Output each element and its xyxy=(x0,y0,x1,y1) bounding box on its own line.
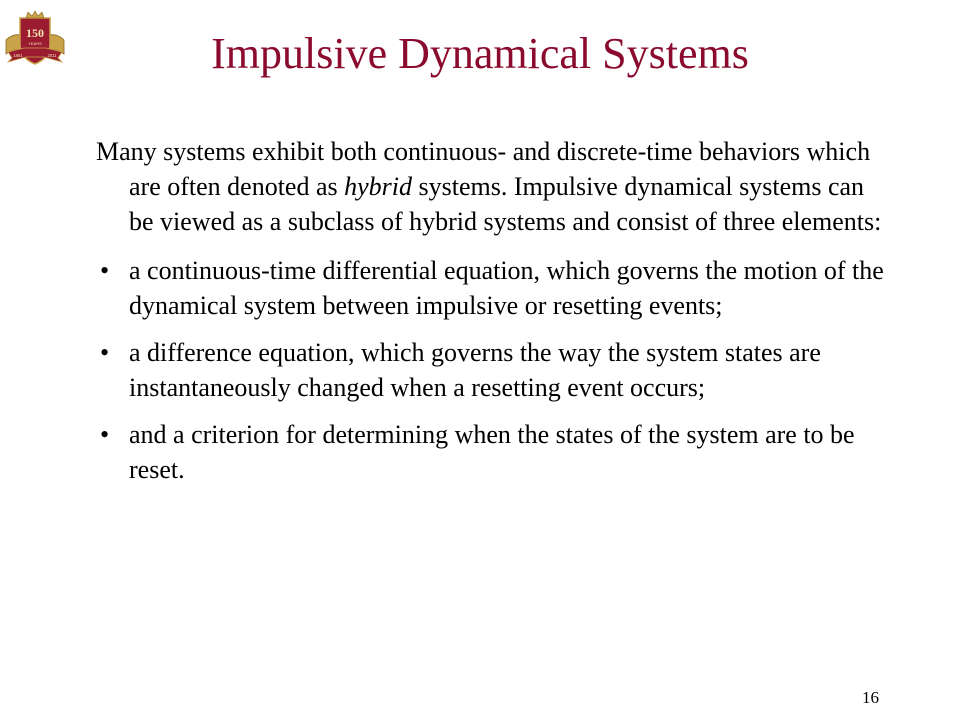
bullet-text: a continuous-time differential equation, which governs the motion of the dynamical system between impulsive or resetting events; xyxy=(129,256,884,320)
logo-end-year: 2011 xyxy=(47,53,57,58)
slide-title: Impulsive Dynamical Systems xyxy=(211,29,749,78)
bullet-item xyxy=(96,335,886,405)
bullet-icon: • xyxy=(100,420,110,449)
slide-body xyxy=(96,134,886,499)
bullet-item xyxy=(96,417,886,487)
bullet-text: a difference equation, which governs the way the system states are instantaneously changed when a resetting event occurs; xyxy=(129,338,821,402)
bullet-item xyxy=(96,253,886,323)
bullet-icon: • xyxy=(100,256,110,285)
intro-text-after: systems. Impulsive dynamical systems can be viewed as a subclass of hybrid systems and consist of three elements: xyxy=(129,172,882,236)
bullet-list xyxy=(96,253,886,487)
bullet-icon: • xyxy=(100,338,110,367)
intro-emphasis: hybrid xyxy=(344,172,413,201)
bullet-text: and a criterion for determining when the states of the system are to be reset. xyxy=(129,420,855,484)
logo-caption: YEARS xyxy=(28,41,42,46)
page-number: 16 xyxy=(862,688,879,707)
logo-start-year: 1861 xyxy=(13,53,23,58)
intro-text-before: Many systems exhibit both continuous- and discrete-time behaviors which are often denoted as xyxy=(96,137,871,201)
logo-number: 150 xyxy=(26,26,44,40)
intro-paragraph xyxy=(96,134,886,239)
